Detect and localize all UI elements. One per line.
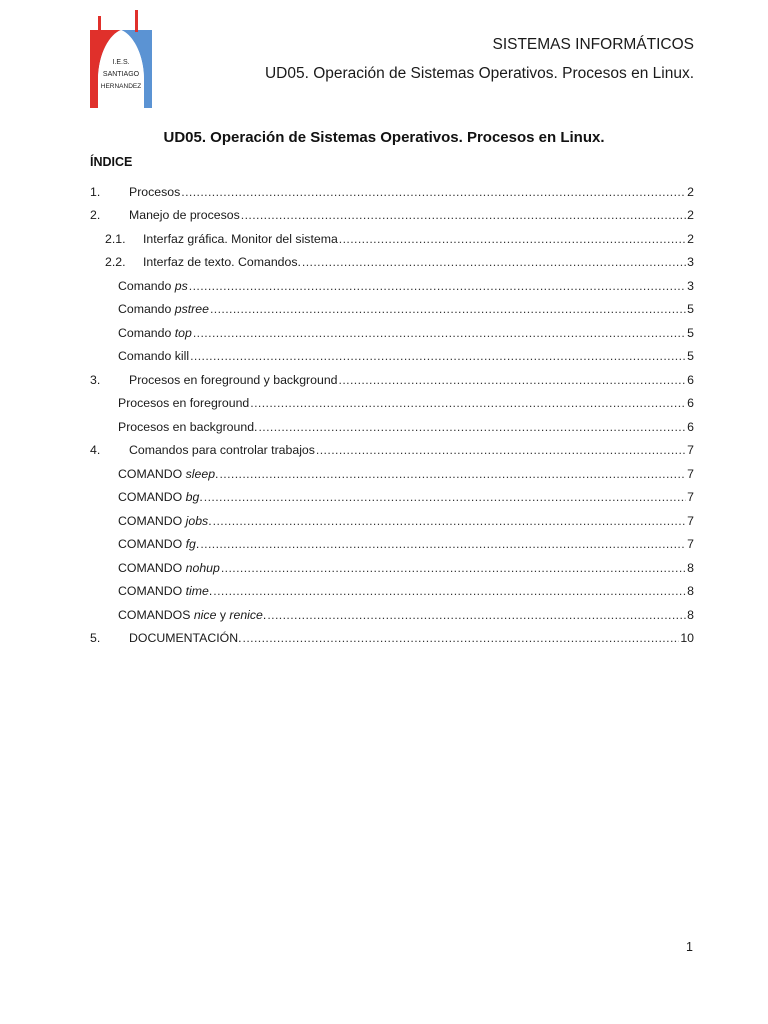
toc-entry-label <box>118 395 249 411</box>
toc-entry-label <box>118 583 212 599</box>
toc-entry-label-part: Comando <box>118 325 175 340</box>
toc-leader-dots <box>200 536 686 552</box>
toc-entry-label-part: Procesos en foreground <box>118 396 250 410</box>
toc-entry[interactable] <box>90 482 694 506</box>
document-title: UD05. Operación de Sistemas Operativos. Procesos en Linux. <box>163 129 605 146</box>
toc-entry-label <box>118 348 189 364</box>
toc-entry[interactable] <box>90 388 694 412</box>
toc-entry-page: 7 <box>687 490 694 504</box>
toc-entry-label <box>118 325 192 341</box>
toc-leader-dots <box>213 583 686 599</box>
toc-entry[interactable] <box>90 364 694 388</box>
toc-entry-label <box>143 231 338 247</box>
toc-entry-label-part: Interfaz gráfica. Monitor del sistema <box>143 231 338 246</box>
table-of-contents <box>90 176 694 646</box>
toc-entry[interactable] <box>90 552 694 576</box>
toc-entry-label-part: nice <box>193 607 217 622</box>
toc-entry[interactable] <box>90 458 694 482</box>
toc-entry-number: 4. <box>90 443 101 457</box>
toc-leader-dots <box>339 231 686 247</box>
toc-entry[interactable] <box>90 270 694 294</box>
toc-entry-label <box>129 630 242 646</box>
school-logo <box>88 8 154 110</box>
toc-entry-number: 3. <box>90 372 101 387</box>
toc-entry-page: 7 <box>687 513 694 528</box>
toc-entry-label-part: sleep <box>185 466 216 481</box>
toc-leader-dots <box>221 560 686 576</box>
toc-entry-label-part: Manejo de procesos <box>129 208 240 222</box>
toc-leader-dots <box>204 489 686 505</box>
toc-entry-number: 1. <box>90 184 101 199</box>
toc-entry-label <box>118 607 266 623</box>
toc-entry[interactable] <box>90 176 694 200</box>
toc-entry[interactable] <box>90 529 694 553</box>
toc-heading: ÍNDICE <box>90 155 133 169</box>
toc-entry-label <box>118 466 218 482</box>
toc-entry-page: 3 <box>687 255 694 269</box>
toc-leader-dots <box>219 466 686 482</box>
toc-entry[interactable] <box>90 505 694 529</box>
toc-entry-label-part: jobs <box>185 513 209 528</box>
toc-entry[interactable] <box>90 294 694 318</box>
toc-entry-label-part: Comando kill <box>118 349 190 363</box>
toc-entry-label-part: DOCUMENTACIÓN. <box>129 631 242 645</box>
toc-leader-dots <box>243 630 680 646</box>
toc-entry-page: 2 <box>687 184 694 199</box>
toc-entry[interactable] <box>90 223 694 247</box>
toc-entry-label <box>129 207 240 223</box>
toc-leader-dots <box>302 254 686 270</box>
logo-text-line3: HERNANDEZ <box>100 83 142 90</box>
toc-leader-dots <box>267 607 686 623</box>
toc-entry-label-part: COMANDO <box>118 513 186 528</box>
toc-entry-label-part: . <box>262 607 267 622</box>
toc-entry[interactable] <box>90 200 694 224</box>
toc-entry[interactable] <box>90 247 694 271</box>
toc-entry-label-part: Comando <box>118 278 175 293</box>
toc-entry-label <box>118 513 212 529</box>
toc-entry-page: 2 <box>687 208 694 222</box>
header-subject: SISTEMAS INFORMÁTICOS <box>492 36 694 53</box>
toc-entry-number: 2. <box>90 208 101 222</box>
page-header <box>265 34 694 85</box>
toc-entry-page: 6 <box>687 396 694 410</box>
logo-text-line1: I.E.S. <box>112 59 130 66</box>
toc-entry-label-part: Procesos <box>129 184 181 199</box>
toc-entry-label <box>129 372 338 388</box>
toc-entry-label-part: bg <box>185 490 200 504</box>
toc-entry-page: 8 <box>687 560 694 575</box>
toc-entry-label <box>118 536 199 552</box>
toc-entry-label <box>118 489 203 505</box>
toc-leader-dots <box>210 301 686 317</box>
toc-entry-page: 8 <box>687 607 694 622</box>
toc-entry[interactable] <box>90 341 694 365</box>
toc-entry[interactable] <box>90 623 694 647</box>
toc-entry-page: 7 <box>687 443 694 457</box>
toc-entry[interactable] <box>90 411 694 435</box>
toc-entry-page: 8 <box>687 584 694 598</box>
toc-entry-page: 10 <box>680 631 694 645</box>
toc-leader-dots <box>258 419 686 435</box>
toc-entry[interactable] <box>90 435 694 459</box>
toc-entry-page: 6 <box>687 372 694 387</box>
toc-entry-label-part: Interfaz de texto. Comandos. <box>143 255 301 269</box>
toc-leader-dots <box>339 372 687 388</box>
toc-entry[interactable] <box>90 317 694 341</box>
toc-entry-label <box>118 278 188 294</box>
toc-entry-label-part: y <box>216 607 230 622</box>
toc-entry-label-part: ps <box>174 278 188 293</box>
toc-entry-number: 2.2. <box>105 255 126 269</box>
toc-entry-page: 2 <box>687 231 694 246</box>
toc-entry-label-part: . <box>195 537 200 551</box>
toc-entry[interactable] <box>90 576 694 600</box>
logo-text-line2: SANTIAGO <box>102 71 140 78</box>
toc-entry-label <box>129 442 315 458</box>
toc-leader-dots <box>316 442 686 458</box>
header-unit: UD05. Operación de Sistemas Operativos. Procesos en Linux. <box>264 65 694 82</box>
toc-entry-label-part: top <box>174 325 192 340</box>
toc-entry-label <box>129 184 180 200</box>
toc-entry-label-part: time <box>185 584 209 598</box>
toc-entry-label-part: Comando <box>118 302 175 316</box>
toc-entry-number: 5. <box>90 631 101 645</box>
toc-entry-label-part: COMANDO <box>118 466 186 481</box>
toc-entry-page: 7 <box>687 537 694 551</box>
toc-entry-page: 5 <box>687 349 694 363</box>
toc-leader-dots <box>190 348 686 364</box>
toc-entry-label-part: COMANDOS <box>118 607 194 622</box>
toc-leader-dots <box>241 207 686 223</box>
toc-entry-number: 2.1. <box>105 231 126 246</box>
toc-entry-label-part: COMANDO <box>118 537 186 551</box>
toc-entry[interactable] <box>90 599 694 623</box>
toc-entry-label-part: Procesos en background. <box>118 419 258 434</box>
toc-entry-label <box>143 254 301 270</box>
toc-leader-dots <box>193 325 686 341</box>
page-number: 1 <box>686 940 693 954</box>
toc-entry-label-part: COMANDO <box>118 560 186 575</box>
toc-entry-label-part: pstree <box>174 302 209 316</box>
toc-entry-label-part: COMANDO <box>118 584 186 598</box>
toc-entry-label-part: . <box>208 584 213 598</box>
toc-entry-label-part: Comandos para controlar trabajos <box>129 443 315 457</box>
toc-entry-label <box>118 419 257 435</box>
toc-entry-page: 6 <box>687 419 694 434</box>
toc-entry-page: 3 <box>687 278 694 293</box>
toc-entry-label-part: nohup <box>185 560 220 575</box>
toc-entry-label-part: COMANDO <box>118 490 186 504</box>
toc-leader-dots <box>250 395 686 411</box>
toc-entry-label-part: . <box>208 513 212 528</box>
toc-entry-label-part: . <box>215 466 219 481</box>
toc-entry-label-part: Procesos en foreground y background <box>129 372 338 387</box>
toc-entry-label-part: renice <box>229 607 263 622</box>
toc-entry-label <box>118 301 209 317</box>
toc-leader-dots <box>213 513 687 529</box>
toc-entry-label-part: fg <box>185 537 196 551</box>
toc-entry-page: 5 <box>687 302 694 316</box>
toc-entry-label <box>118 560 220 576</box>
toc-leader-dots <box>181 184 686 200</box>
toc-entry-page: 5 <box>687 325 694 340</box>
toc-leader-dots <box>189 278 686 294</box>
toc-entry-label-part: . <box>199 490 203 504</box>
toc-entry-page: 7 <box>687 466 694 481</box>
